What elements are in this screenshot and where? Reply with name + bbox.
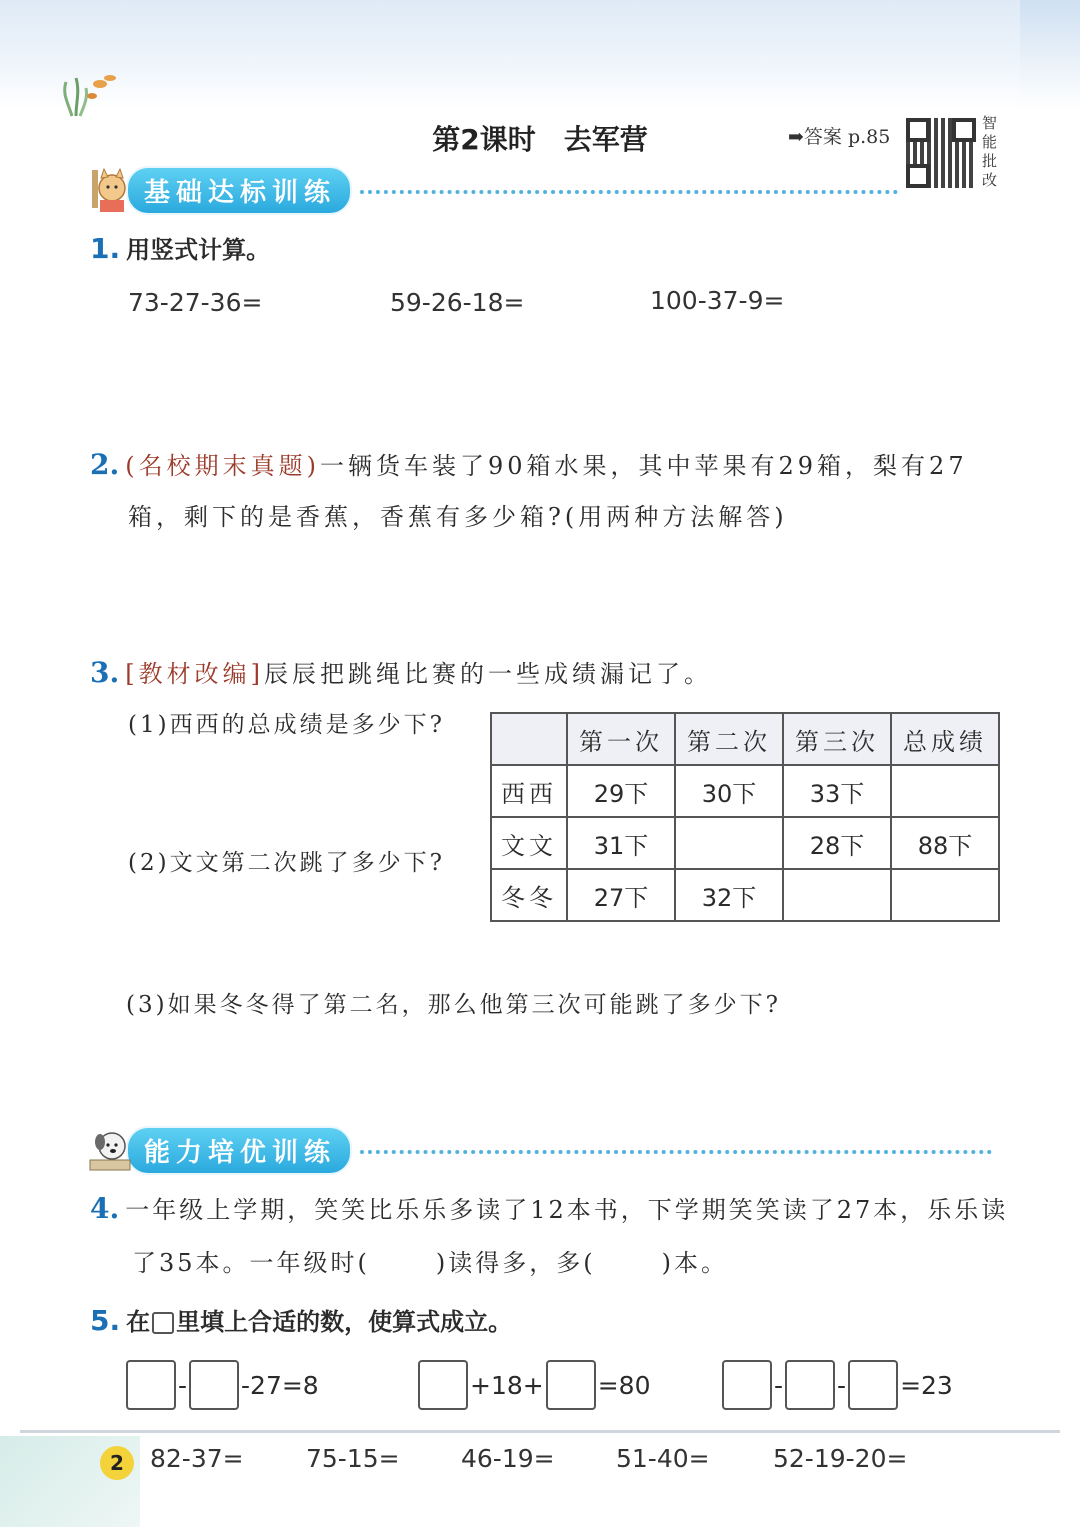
question-tag: (名校期末真题)	[125, 452, 320, 480]
equation-text: +18+	[470, 1370, 544, 1400]
table-header-cell: 第三次	[783, 713, 891, 765]
dotted-divider	[360, 1150, 992, 1154]
table-cell: 31下	[567, 817, 675, 869]
table-row	[491, 869, 999, 921]
oral-calc: 82-37=	[150, 1444, 244, 1473]
table-cell	[891, 765, 999, 817]
equation-3	[722, 1360, 955, 1410]
table-cell: 33下	[783, 765, 891, 817]
question-number: 2.	[90, 448, 120, 481]
oral-calc: 75-15=	[306, 1444, 400, 1473]
question-text: 一年级上学期，笑笑比乐乐多读了12本书，下学期笑笑读了27本，乐乐读	[125, 1196, 1009, 1224]
equation-1	[126, 1360, 321, 1410]
header-background	[0, 0, 1080, 110]
question-3	[90, 646, 1020, 701]
qr-code[interactable]	[906, 118, 976, 188]
dog-mascot-icon	[88, 1126, 132, 1174]
table-cell	[491, 713, 567, 765]
table-cell	[675, 817, 783, 869]
table-cell: 32下	[675, 869, 783, 921]
answer-box[interactable]	[189, 1360, 239, 1410]
equation-text: =23	[900, 1370, 953, 1400]
q1-expression: 100-37-9=	[650, 286, 785, 315]
question-2-line2: 箱，剩下的是香蕉，香蕉有多少箱?(用两种方法解答)	[128, 503, 788, 531]
blank-box-symbol	[152, 1312, 174, 1334]
answer-box[interactable]	[848, 1360, 898, 1410]
section-title: 基础达标训练	[126, 166, 352, 215]
q3-sub-3: (3)如果冬冬得了第二名，那么他第三次可能跳了多少下?	[126, 992, 781, 1018]
question-text: 一辆货车装了90箱水果，其中苹果有29箱，梨有27	[319, 452, 968, 480]
table-header-cell: 总成绩	[891, 713, 999, 765]
table-row-name: 文文	[491, 817, 567, 869]
question-number: 4.	[90, 1192, 120, 1225]
equation-text: =80	[597, 1370, 651, 1400]
question-number: 3.	[90, 656, 120, 689]
question-4-line2	[132, 1236, 728, 1290]
question-text: 了35本。一年级时(	[132, 1249, 370, 1277]
section-banner-advanced	[88, 1128, 992, 1172]
answer-box[interactable]	[722, 1360, 772, 1410]
equation-2	[418, 1360, 652, 1410]
table-cell	[783, 869, 891, 921]
q3-sub-2: (2)文文第二次跳了多少下?	[128, 850, 445, 876]
cat-mascot-icon	[88, 166, 132, 214]
question-2	[90, 438, 1020, 493]
answer-box[interactable]	[546, 1360, 596, 1410]
qr-side-char: 智	[982, 114, 998, 132]
table-cell: 88下	[891, 817, 999, 869]
question-tag: [教材改编]	[125, 660, 264, 688]
qr-side-char: 改	[982, 171, 998, 189]
answer-box[interactable]	[126, 1360, 176, 1410]
section-banner-basic	[88, 168, 898, 212]
table-cell: 28下	[783, 817, 891, 869]
question-5	[90, 1294, 512, 1349]
question-number: 5.	[90, 1304, 121, 1337]
answer-box[interactable]	[785, 1360, 835, 1410]
answer-reference[interactable]: ➡答案 p.85	[788, 126, 891, 148]
oral-calc: 46-19=	[461, 1444, 555, 1473]
table-row-name: 冬冬	[491, 869, 567, 921]
table-row-name: 西西	[491, 765, 567, 817]
table-header-cell: 第二次	[675, 713, 783, 765]
section-title: 能力培优训练	[126, 1126, 352, 1175]
question-1	[90, 222, 270, 277]
question-text: 里填上合适的数，使算式成立。	[176, 1308, 513, 1336]
q1-expression: 59-26-18=	[390, 288, 525, 317]
oral-calc: 52-19-20=	[773, 1444, 908, 1473]
question-text: 用竖式计算。	[126, 236, 271, 264]
footer-divider	[20, 1430, 1060, 1433]
table-header-cell: 第一次	[567, 713, 675, 765]
smart-grading-label	[982, 114, 1002, 190]
question-4	[90, 1182, 1030, 1237]
lesson-title: 去军营	[563, 123, 648, 156]
q1-expression: 73-27-36=	[128, 288, 263, 317]
table-cell: 27下	[567, 869, 675, 921]
equation-text: -	[837, 1370, 847, 1400]
question-text: )读得多，多(	[435, 1249, 596, 1277]
oral-calc: 51-40=	[616, 1444, 710, 1473]
qr-side-char: 能	[982, 133, 998, 151]
seaweed-icon	[58, 68, 128, 118]
qr-side-char: 批	[982, 152, 998, 170]
table-cell: 29下	[567, 765, 675, 817]
jump-rope-score-table	[490, 712, 1000, 922]
question-text: )本。	[661, 1249, 729, 1277]
page-number: 2	[100, 1446, 134, 1480]
table-row	[491, 765, 999, 817]
equation-text: -27=8	[241, 1370, 319, 1400]
question-text: 在	[126, 1308, 151, 1336]
dotted-divider	[360, 190, 898, 194]
question-text: 辰辰把跳绳比赛的一些成绩漏记了。	[263, 660, 712, 688]
table-cell: 30下	[675, 765, 783, 817]
question-number: 1.	[90, 232, 121, 265]
table-cell	[891, 869, 999, 921]
answer-box[interactable]	[418, 1360, 468, 1410]
q3-sub-1: (1)西西的总成绩是多少下?	[128, 712, 445, 738]
lesson-label: 第2课时	[432, 123, 536, 156]
table-header-row	[491, 713, 999, 765]
table-row	[491, 817, 999, 869]
equation-text: -	[774, 1370, 784, 1400]
equation-text: -	[178, 1370, 188, 1400]
header-corner-decoration	[1020, 0, 1080, 110]
